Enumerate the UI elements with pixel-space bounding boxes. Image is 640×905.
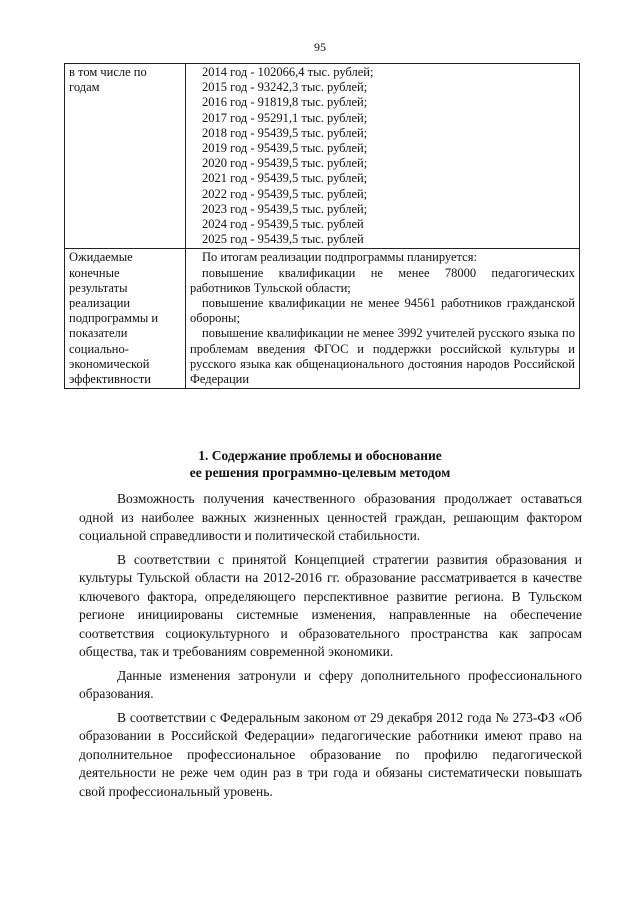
- year-line: 2017 год - 95291,1 тыс. рублей;: [202, 110, 368, 125]
- body-paragraph: В соответствии с принятой Концепцией стратегии развития образования и культуры Тульской области на 2012-2016 гг. образование рассматривается в качестве ключевого фактора, определяющего перспективное развитие региона. В Тульском регионе инициированы системные изменения, направленные на обеспечение соответствия социокультурного и образовательного пространства как запросам общества, так и требованиям современной экономики.: [79, 551, 582, 659]
- results-paragraph: повышение квалификации не менее 78000 педагогических работников Тульской области;: [190, 265, 575, 295]
- body-paragraph: Данные изменения затронули и сферу дополнительного профессионального образования.: [79, 667, 582, 701]
- body-paragraph: В соответствии с Федеральным законом от 29 декабря 2012 года № 273-ФЗ «Об образовании в Российской Федерации» педагогические работники имеют право на дополнительное профессиональное образование по профилю педагогической деятельности не реже чем один раз в три года и обязаны систематически повышать свой профессиональный уровень.: [79, 709, 582, 799]
- results-paragraph: повышение квалификации не менее 3992 учителей русского языка по проблемам введения ФГОС и поддержки российской культуры и русского языка как общенационального достояния народов Российской Федерации: [190, 326, 575, 387]
- row-label-line: в том числе по: [69, 65, 147, 79]
- page-number: 95: [314, 40, 326, 54]
- year-line: 2021 год - 95439,5 тыс. рублей;: [202, 171, 368, 186]
- row-label-line: показатели: [69, 326, 128, 341]
- passport-table: [64, 63, 580, 389]
- row-label-line: реализации: [69, 296, 131, 311]
- row-label-line: годам: [69, 80, 100, 95]
- row-label-line: подпрограммы и: [69, 311, 159, 326]
- results-cell: [186, 249, 580, 389]
- year-line: 2020 год - 95439,5 тыс. рублей;: [202, 156, 368, 171]
- year-line: 2022 год - 95439,5 тыс. рублей;: [202, 186, 368, 201]
- year-line: 2025 год - 95439,5 тыс. рублей: [202, 232, 364, 247]
- row-label-cell: [65, 249, 186, 389]
- year-line: 2014 год - 102066,4 тыс. рублей;: [202, 65, 374, 79]
- year-line: 2018 год - 95439,5 тыс. рублей;: [202, 125, 368, 140]
- row-label-cell: [65, 64, 186, 249]
- section-heading: [0, 447, 640, 481]
- year-line: 2015 год - 93242,3 тыс. рублей;: [202, 80, 368, 95]
- section-heading-line: 1. Содержание проблемы и обоснование: [198, 448, 442, 463]
- year-line: 2019 год - 95439,5 тыс. рублей;: [202, 141, 368, 156]
- row-label-line: социально-: [69, 341, 129, 356]
- row-label-line: Ожидаемые: [69, 250, 133, 265]
- row-label-line: экономической: [69, 356, 150, 371]
- results-paragraph: По итогам реализации подпрограммы планируется:: [202, 250, 477, 265]
- year-line: 2023 год - 95439,5 тыс. рублей;: [202, 201, 368, 216]
- row-label-line: результаты: [69, 280, 128, 295]
- years-cell: [186, 64, 580, 249]
- section-heading-line: ее решения программно-целевым методом: [189, 465, 451, 480]
- results-paragraph: повышение квалификации не менее 94561 работников гражданской обороны;: [190, 296, 575, 326]
- row-label-line: конечные: [69, 265, 120, 280]
- body-paragraph: Возможность получения качественного образования продолжает оставаться одной из наиболее важных жизненных ценностей граждан, решающим фактором социальной справедливости и политической стабильности.: [79, 491, 582, 543]
- table-row: [65, 249, 580, 389]
- body-text: [79, 490, 582, 806]
- year-line: 2016 год - 91819,8 тыс. рублей;: [202, 95, 368, 110]
- table-row: [65, 64, 580, 249]
- year-line: 2024 год - 95439,5 тыс. рублей: [202, 217, 364, 232]
- row-label-line: эффективности: [69, 372, 151, 387]
